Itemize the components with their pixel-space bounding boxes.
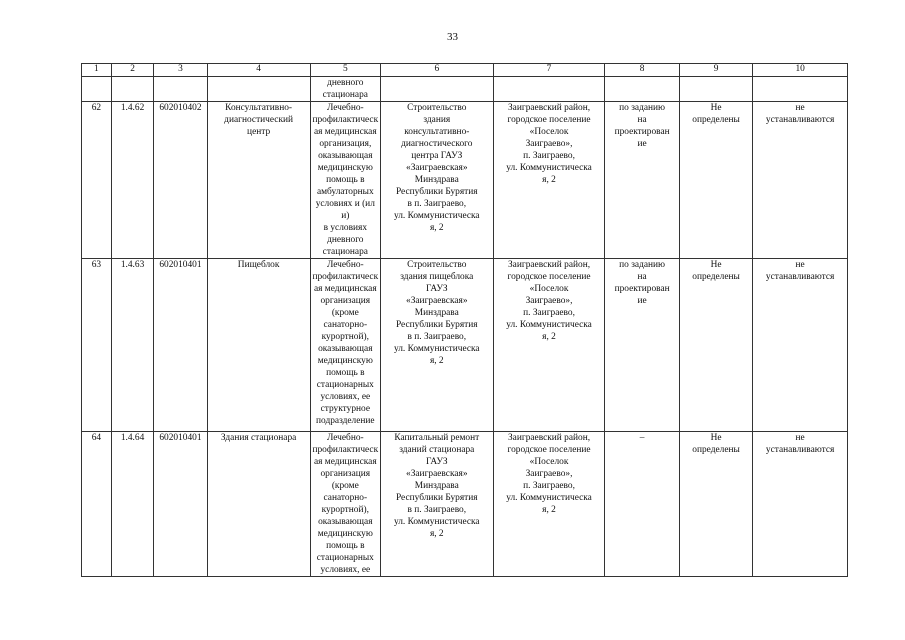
facility-name-cell: Пищеблок (207, 259, 310, 432)
header-cell: 2 (111, 64, 154, 77)
location-cell: Заиграевский район, городское поселение «Поселок Заиграево», п. Заиграево, ул. Коммунистическа я, 2 (493, 102, 605, 259)
location-cell: Заиграевский район, городское поселение «Поселок Заиграево», п. Заиграево, ул. Коммунистическа я, 2 (493, 259, 605, 432)
header-cell: 4 (207, 64, 310, 77)
row-number-cell: 62 (82, 102, 112, 259)
row-number-cell: 63 (82, 259, 112, 432)
code-cell: 1.4.63 (111, 259, 154, 432)
zone-cell: по заданию на проектирован ие (605, 102, 679, 259)
restrictions-cell: не устанавливаются (753, 432, 848, 577)
page-number: 33 (447, 31, 458, 43)
zone-size-cell: Не определены (679, 432, 752, 577)
facility-purpose-cell: Лечебно- профилактическ ая медицинская организация, оказывающая медицинскую помощь в амбулаторных условиях и (или) в условиях дневного стационара (310, 102, 380, 259)
header-cell: 5 (310, 64, 380, 77)
classifier-code-cell: 602010402 (154, 102, 207, 259)
header-cell: 7 (493, 64, 605, 77)
table-row (82, 259, 848, 432)
code-cell: 1.4.62 (111, 102, 154, 259)
header-cell: 3 (154, 64, 207, 77)
facility-name-cell: Консультативно- диагностический центр (207, 102, 310, 259)
classifier-code-cell: 602010401 (154, 259, 207, 432)
continued-row (82, 77, 848, 102)
document-table (81, 63, 848, 577)
header-cell: 9 (679, 64, 752, 77)
location-cell: Заиграевский район, городское поселение «Поселок Заиграево», п. Заиграево, ул. Коммунистическа я, 2 (493, 432, 605, 577)
header-cell: 6 (380, 64, 493, 77)
project-description-cell: Строительство здания консультативно- диагностического центра ГАУЗ «Заиграевская» Минздрава Республики Бурятия в п. Заиграево, ул. Коммунистическа я, 2 (380, 102, 493, 259)
zone-size-cell: Не определены (679, 259, 752, 432)
row-number-cell: 64 (82, 432, 112, 577)
facility-purpose-cell: Лечебно- профилактическ ая медицинская организация (кроме санаторно- курортной), оказывающая медицинскую помощь в стационарных условиях, ее (310, 432, 380, 577)
code-cell: 1.4.64 (111, 432, 154, 577)
header-cell: 8 (605, 64, 679, 77)
classifier-code-cell: 602010401 (154, 432, 207, 577)
header-cell: 10 (753, 64, 848, 77)
restrictions-cell: не устанавливаются (753, 102, 848, 259)
project-description-cell: Капитальный ремонт зданий стационара ГАУЗ «Заиграевская» Минздрава Республики Бурятия в п. Заиграево, ул. Коммунистическа я, 2 (380, 432, 493, 577)
zone-cell: – (605, 432, 679, 577)
table-row (82, 432, 848, 577)
header-cell: 1 (82, 64, 112, 77)
restrictions-cell: не устанавливаются (753, 259, 848, 432)
project-description-cell: Строительство здания пищеблока ГАУЗ «Заиграевская» Минздрава Республики Бурятия в п. Заиграево, ул. Коммунистическа я, 2 (380, 259, 493, 432)
zone-size-cell: Не определены (679, 102, 752, 259)
facility-name-cell: Здания стационара (207, 432, 310, 577)
column-number-header-row (82, 64, 848, 77)
zone-cell: по заданию на проектирован ие (605, 259, 679, 432)
facility-purpose-cell: дневного стационара (310, 77, 380, 102)
table-row (82, 102, 848, 259)
facility-purpose-cell: Лечебно- профилактическ ая медицинская организация (кроме санаторно- курортной), оказывающая медицинскую помощь в стационарных условиях, ее структурное подразделение (310, 259, 380, 432)
